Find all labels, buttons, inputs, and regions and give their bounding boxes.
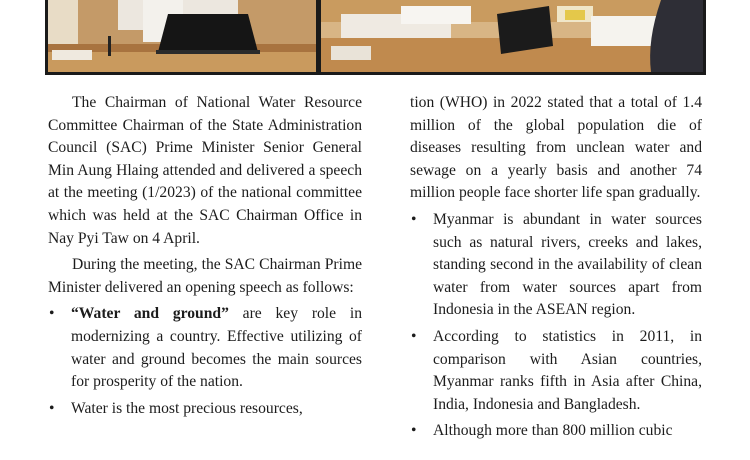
left-column (48, 92, 362, 420)
intro-paragraph: The Chairman of National Water Resource Committee Chairman of the State Administration Council (SAC) Prime Minister Senior General Min Aung Hlaing attended and delivered a speech at the meeting (1/2023) of the national committee which was held at the SAC Chairman Office in Nay Pyi Taw on 4 April. (48, 94, 362, 247)
bullet-water-ground (48, 303, 362, 393)
right-column (410, 92, 702, 443)
continued-paragraph: tion (WHO) in 2022 stated that a total of 1.4 million of the global population die of diseases resulting from unclean water and sewage on a yearly basis and another 74 million people face shorter life span gradually. (410, 94, 702, 202)
bullet-bold-phrase: “Water and ground” (71, 305, 229, 323)
bullet-water-resources: • Water is the most precious resources, (48, 398, 362, 421)
bullet-myanmar-water: • Myanmar is abundant in water sources such as natural rivers, creeks and lakes, standing second in the availability of clean water from water sources apart from Indonesia in the ASEAN region. (410, 209, 702, 322)
photo-right-panel (321, 0, 703, 72)
bullet-statistics-2011: • According to statistics in 2011, in comparison with Asian countries, Myanmar ranks fifth in Asia after China, India, Indonesia and Bangladesh. (410, 326, 702, 416)
photo-left-panel (48, 0, 316, 72)
bullet-text: are key role in modernizing a country. Effective utilizing of water and ground becomes the main sources for prosperity of the nation. (71, 305, 362, 391)
meeting-room-left-image (48, 0, 316, 72)
bullet-cubic-water: • Although more than 800 million cubic (410, 420, 702, 443)
meeting-room-right-image (321, 0, 703, 72)
speech-intro-paragraph: During the meeting, the SAC Chairman Prime Minister delivered an opening speech as follows: (48, 256, 362, 296)
meeting-photo (45, 0, 706, 75)
